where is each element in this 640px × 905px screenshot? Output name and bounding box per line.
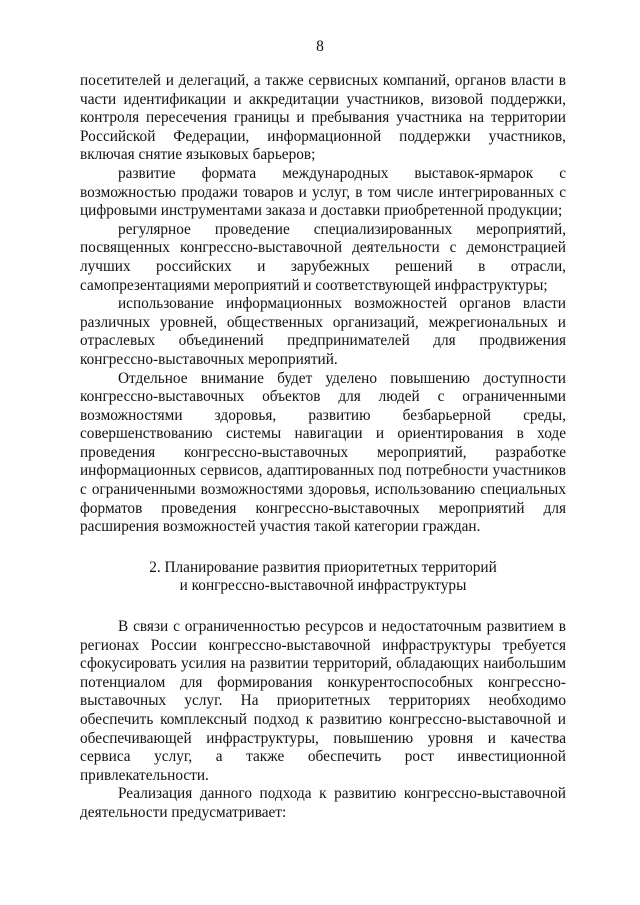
section-heading	[80, 559, 566, 596]
paragraph: посетителей и делегаций, а также сервисных компаний, органов власти в части идентификации и аккредитации участников, визовой поддержки, контроля пересечения границы и пребывания участника на территории Российской Федерации, информационной поддержки участников, включая снятие языковых барьеров;	[80, 72, 566, 164]
paragraph: развитие формата международных выставок-ярмарок с возможностью продажи товаров и услуг, в том числе интегрированных с цифровыми инструментами заказа и доставки приобретенной продукции;	[80, 164, 566, 220]
section-heading-line: 2. Планирование развития приоритетных территорий	[149, 558, 497, 576]
page-number: 8	[316, 38, 324, 55]
paragraph: регулярное проведение специализированных мероприятий, посвященных конгрессно-выставочной деятельности с демонстрацией лучших российских и зарубежных решений в отрасли, самопрезентациями мероприятий и соответствующей инфраструктуры;	[80, 220, 566, 294]
paragraph: Реализация данного подхода к развитию конгрессно-выставочной деятельности предусматривает:	[80, 785, 566, 821]
section-heading-line: и конгрессно-выставочной инфраструктуры	[179, 577, 467, 595]
document-body	[80, 72, 566, 823]
paragraph: В связи с ограниченностью ресурсов и недостаточным развитием в регионах России конгрессно-выставочной инфраструктуры требуется сфокусировать усилия на развитии территорий, обладающих наибольшим потенциалом для формирования конкурентоспособных конгрессно-выставочных услуг. На приоритетных территориях необходимо обеспечить комплексный подход к развитию конгрессно-выставочной и обеспечивающей инфраструктуры, повышению уровня и качества сервиса услуг, а также обеспечить рост инвестиционной привлекательности.	[80, 618, 566, 784]
paragraph: использование информационных возможностей органов власти различных уровней, общественных организаций, межрегиональных и отраслевых объединений предпринимателей для продвижения конгрессно-выставочных мероприятий.	[80, 295, 566, 368]
paragraph: Отдельное внимание будет уделено повышению доступности конгрессно-выставочных объектов для людей с ограниченными возможностями здоровья, развитию безбарьерной среды, совершенствованию системы навигации и ориентирования в ходе проведения конгрессно-выставочных мероприятий, разработке информационных сервисов, адаптированных под потребности участников с ограниченными возможностями здоровья, использованию специальных форматов проведения конгрессно-выставочных мероприятий для расширения возможностей участия такой категории граждан.	[80, 369, 566, 536]
